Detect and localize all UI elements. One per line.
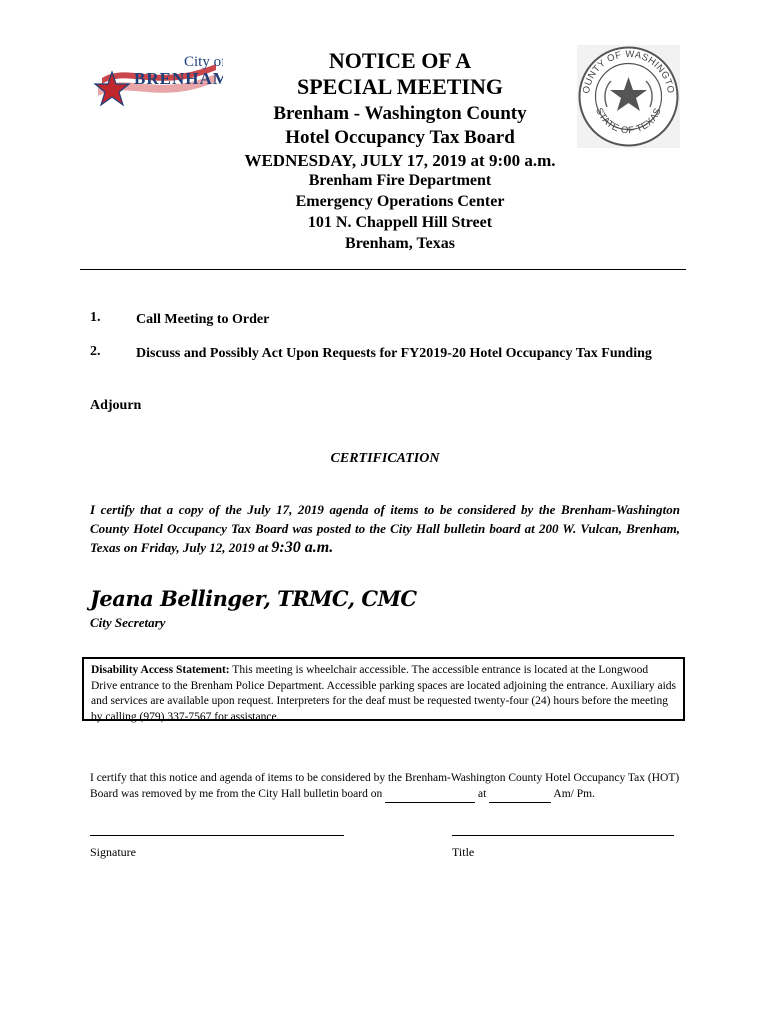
signature-label: Signature [90,845,136,859]
removal-date-blank[interactable] [385,786,475,803]
logo-line2: BRENHAM [134,69,223,88]
signer-title: City Secretary [90,615,166,630]
signer-name: Jeana Bellinger, TRMC, CMC [90,586,417,611]
location-address: 101 N. Chappell Hill Street [307,214,493,231]
agenda-item-number: 2. [90,344,101,359]
removal-at: at [477,788,487,800]
header-divider [80,269,686,270]
disability-statement-box [82,657,685,721]
seal-top-text: OUNTY OF WASHINGTO [580,48,677,95]
signature-line[interactable] [90,835,344,836]
certification-title: CERTIFICATION [330,451,440,466]
location-line1: Brenham Fire Department [308,172,492,189]
location-line2: Emergency Operations Center [295,193,505,210]
title-label: Title [452,845,475,859]
removal-text: I certify that this notice and agenda of items to be considered by the Brenham-Washington County Hotel Occupancy Tax (HOT) Board was removed by me from the City Hall bulletin board on [90,772,680,800]
seal-bottom-text: STATE OF TEXAS [593,106,664,137]
agenda-item-text: Discuss and Possibly Act Upon Requests for FY2019-20 Hotel Occupancy Tax Funding [136,346,652,361]
certification-text: I certify that a copy of the July 17, 2019 agenda of items to be considered by the Brenham-Washington County Hotel Occupancy Tax Board was posted to the City Hall bulletin board at 200 W. Vulcan, Brenham, Texas on Friday, July 12, 2019 at [90,502,680,555]
agenda-item-number: 1. [90,310,101,325]
notice-title-line1: NOTICE OF A [328,48,472,73]
removal-certification [90,770,682,803]
title-line[interactable] [452,835,674,836]
board-name-line1: Brenham - Washington County [273,103,527,124]
certification-time: 9:30 a.m. [271,539,334,556]
location-city: Brenham, Texas [345,235,455,252]
adjourn-label: Adjourn [90,398,142,413]
agenda-item-text: Call Meeting to Order [136,312,270,327]
board-name-line2: Hotel Occupancy Tax Board [285,127,515,148]
notice-title-line2: SPECIAL MEETING [297,74,503,99]
certification-body [90,500,680,557]
logo-line1: City of [184,54,223,70]
disability-text: This meeting is wheelchair accessible. The accessible entrance is located at the Longwood Drive entrance to the Brenham Police Department. Accessible parking spaces are located adjoining the entrance. Auxiliary aids and services are available upon request. Interpreters for the deaf must be requested twenty-four (24) hours before the meeting by calling (979) 337-7567 for assistance. [91,664,677,723]
removal-time-blank[interactable] [489,786,551,803]
meeting-datetime: WEDNESDAY, JULY 17, 2019 at 9:00 a.m. [244,151,556,170]
disability-label: Disability Access Statement: [91,664,230,676]
removal-ampm: Am/ Pm. [553,788,595,800]
